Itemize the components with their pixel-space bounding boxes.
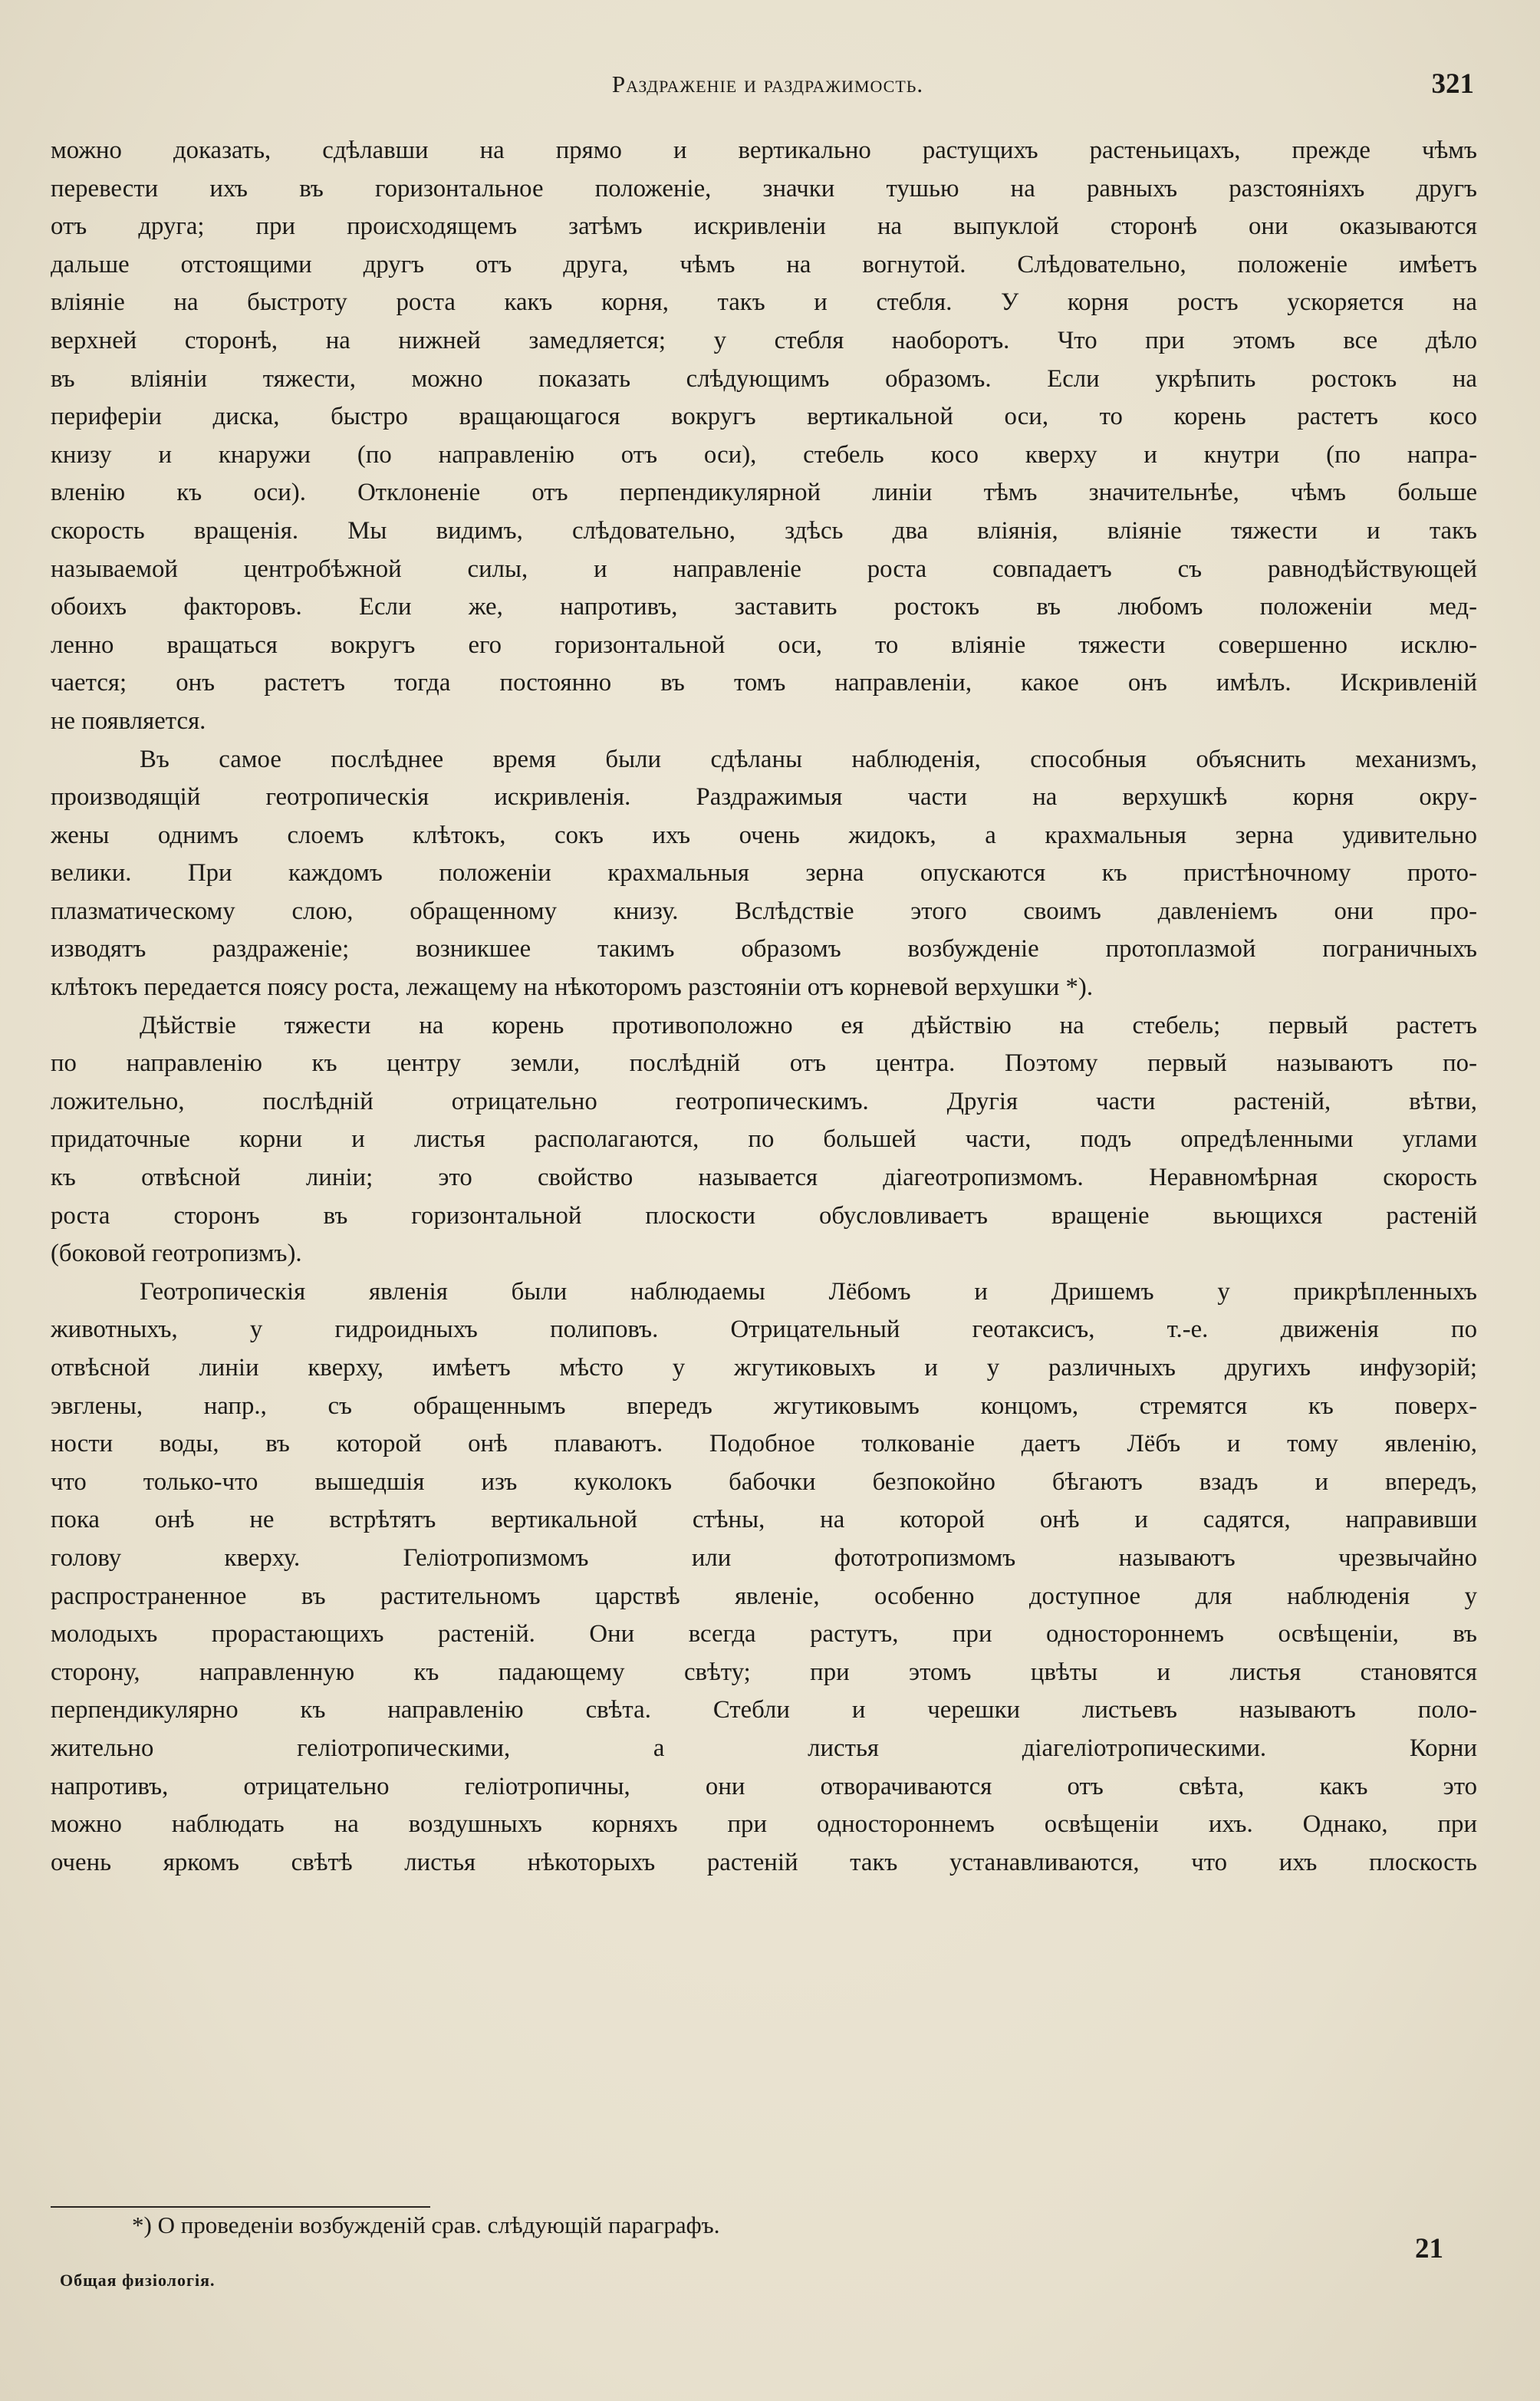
page-number: 321	[1431, 68, 1474, 100]
text-line: плазматическому слою, обращенному книзу. Вслѣдствіе этого своимъ давленіемъ они про-	[51, 897, 1477, 925]
text-line: верхней сторонѣ, на нижней замедляется; у стебля наоборотъ. Что при этомъ все дѣло	[51, 326, 1477, 354]
text-line: перевести ихъ въ горизонтальное положеніе, значки тушью на равныхъ разстояніяхъ другъ	[51, 174, 1477, 203]
text-line: отъ друга; при происходящемъ затѣмъ искривленіи на выпуклой сторонѣ они оказываются	[51, 212, 1477, 241]
body-text	[51, 132, 1477, 1882]
text-line: эвглены, напр., съ обращеннымъ впередъ жгутиковымъ концомъ, стремятся къ поверх-	[51, 1392, 1477, 1420]
text-line: чается; онъ растетъ тогда постоянно въ томъ направленіи, какое онъ имѣлъ. Искривленій	[51, 669, 1477, 697]
text-line: придаточные корни и листья располагаются, по большей части, подъ опредѣленными углами	[51, 1125, 1477, 1154]
text-line: вліяніе на быстроту роста какъ корня, такъ и стебля. У корня ростъ ускоряется на	[51, 288, 1477, 317]
text-line: Въ самое послѣднее время были сдѣланы наблюденія, способныя объяснить механизмъ,	[140, 745, 1477, 773]
text-line: распространенное въ растительномъ царствѣ явленіе, особенно доступное для наблюденія у	[51, 1582, 1477, 1610]
text-line: въ вліяніи тяжести, можно показать слѣдующимъ образомъ. Если укрѣпить ростокъ на	[51, 364, 1477, 393]
text-line: дальше отстоящими другъ отъ друга, чѣмъ на вогнутой. Слѣдовательно, положеніе имѣетъ	[51, 250, 1477, 278]
text-line: Геотропическія явленія были наблюдаемы Лёбомъ и Дришемъ у прикрѣпленныхъ	[140, 1277, 1477, 1306]
text-line: жены однимъ слоемъ клѣтокъ, сокъ ихъ очень жидокъ, а крахмальныя зерна удивительно	[51, 821, 1477, 849]
footnote: *) О проведеніи возбужденій срав. слѣдующій параграфъ.	[132, 2212, 720, 2238]
text-line: периферіи диска, быстро вращающагося вокругъ вертикальной оси, то корень растетъ косо	[51, 403, 1477, 431]
text-line: скорость вращенія. Мы видимъ, слѣдовательно, здѣсь два вліянія, вліяніе тяжести и такъ	[51, 516, 1477, 545]
text-line: что только-что вышедшія изъ куколокъ бабочки безпокойно бѣгаютъ взадъ и впередъ,	[51, 1467, 1477, 1496]
text-line: обоихъ факторовъ. Если же, напротивъ, заставить ростокъ въ любомъ положеніи мед-	[51, 593, 1477, 621]
text-line: ности воды, въ которой онѣ плаваютъ. Подобное толкованіе даетъ Лёбъ и тому явленію,	[51, 1430, 1477, 1458]
text-line: можно наблюдать на воздушныхъ корняхъ при одностороннемъ освѣщеніи ихъ. Однако, при	[51, 1810, 1477, 1839]
text-line: отвѣсной линіи кверху, имѣетъ мѣсто у жгутиковыхъ и у различныхъ другихъ инфузорій;	[51, 1354, 1477, 1382]
text-line: не появляется.	[51, 706, 206, 735]
text-line: къ отвѣсной линіи; это свойство называется діагеотропизмомъ. Неравномѣрная скорость	[51, 1164, 1477, 1192]
text-line: очень яркомъ свѣтѣ листья нѣкоторыхъ растеній такъ устанавливаются, что ихъ плоскость	[51, 1848, 1477, 1876]
text-line: называемой центробѣжной силы, и направленіе роста совпадаетъ съ равнодѣйствующей	[51, 555, 1477, 583]
paragraph	[51, 1007, 1477, 1273]
text-line: производящій геотропическія искривленія. Раздражимыя части на верхушкѣ корня окру-	[51, 783, 1477, 812]
text-line: жительно геліотропическими, а листья діагеліотропическими. Корни	[51, 1734, 1477, 1762]
text-line: велики. При каждомъ положеніи крахмальныя зерна опускаются къ пристѣночному прото-	[51, 859, 1477, 888]
text-line: молодыхъ прорастающихъ растеній. Они всегда растутъ, при одностороннемъ освѣщеніи, въ	[51, 1620, 1477, 1648]
text-line: роста сторонъ въ горизонтальной плоскости обусловливаетъ вращеніе вьющихся растеній	[51, 1201, 1477, 1230]
paragraph	[51, 132, 1477, 741]
running-head-title: Раздраженіе и раздражимость.	[611, 71, 924, 97]
paragraph	[51, 1273, 1477, 1882]
text-line: напротивъ, отрицательно геліотропичны, они отворачиваются отъ свѣта, какъ это	[51, 1772, 1477, 1800]
text-line: голову кверху. Геліотропизмомъ или фототропизмомъ называютъ чрезвычайно	[51, 1543, 1477, 1572]
text-line: можно доказать, сдѣлавши на прямо и вертикально растущихъ растеньицахъ, прежде чѣмъ	[51, 137, 1477, 164]
text-line: ложительно, послѣдній отрицательно геотропическимъ. Другія части растеній, вѣтви,	[51, 1087, 1477, 1115]
text-line: ленно вращаться вокругъ его горизонтальной оси, то вліяніе тяжести совершенно исклю-	[51, 631, 1477, 659]
text-line: Дѣйствіе тяжести на корень противоположно ея дѣйствію на стебель; первый растетъ	[140, 1011, 1477, 1039]
sheet-number: 21	[1415, 2233, 1443, 2264]
printer-signature: Общая физіологія.	[60, 2271, 216, 2290]
paragraph	[51, 741, 1477, 1007]
text-line: сторону, направленную къ падающему свѣту; при этомъ цвѣты и листья становятся	[51, 1658, 1477, 1686]
text-line: (боковой геотропизмъ).	[51, 1240, 302, 1268]
text-line: животныхъ, у гидроидныхъ полиповъ. Отрицательный геотаксисъ, т.-е. движенія по	[51, 1316, 1477, 1344]
text-line: вленію къ оси). Отклоненіе отъ перпендикулярной линіи тѣмъ значительнѣе, чѣмъ больше	[51, 479, 1477, 507]
text-line: пока онѣ не встрѣтятъ вертикальной стѣны, на которой онѣ и садятся, направивши	[51, 1506, 1477, 1534]
footnote-divider	[51, 2206, 430, 2208]
text-line: изводятъ раздраженіе; возникшее такимъ образомъ возбужденіе протоплазмой пограничныхъ	[51, 935, 1477, 963]
text-line: перпендикулярно къ направленію свѣта. Стебли и черешки листьевъ называютъ поло-	[51, 1696, 1477, 1724]
text-line: клѣтокъ передается поясу роста, лежащему на нѣкоторомъ разстояніи отъ корневой верхушки *).	[51, 973, 1094, 1002]
text-line: по направленію къ центру земли, послѣдній отъ центра. Поэтому первый называютъ по-	[51, 1049, 1477, 1078]
text-line: книзу и кнаружи (по направленію отъ оси), стебель косо кверху и кнутри (по напра-	[51, 440, 1477, 469]
running-head	[51, 68, 1477, 109]
